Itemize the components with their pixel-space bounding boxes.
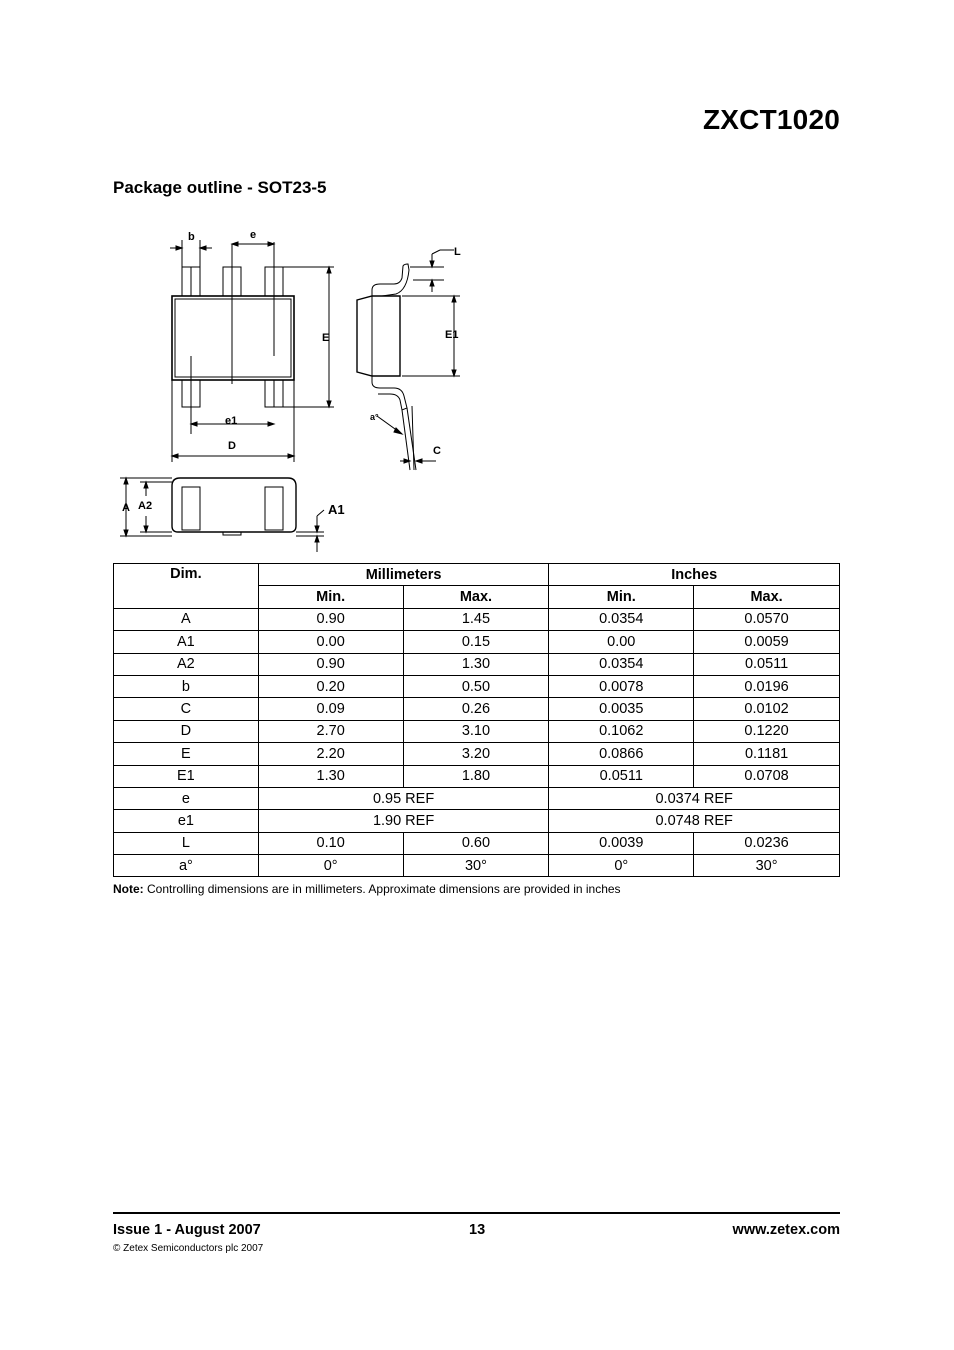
cell-dim: e (114, 787, 259, 809)
part-number: ZXCT1020 (703, 104, 840, 135)
cell-mm-max: 1.30 (403, 653, 549, 675)
cell-mm-max: 3.10 (403, 720, 549, 742)
label-D: D (228, 440, 236, 452)
label-E1: E1 (445, 329, 459, 341)
cell-in-max: 0.0236 (694, 832, 840, 854)
package-outline-drawing (110, 220, 480, 560)
cell-mm-min: 2.70 (258, 720, 403, 742)
label-e1: e1 (225, 415, 238, 427)
table-row (114, 810, 840, 832)
cell-dim: A1 (114, 631, 259, 653)
cell-dim: e1 (114, 810, 259, 832)
header-mm-max: Max. (403, 586, 549, 608)
side-view (357, 250, 460, 470)
cell-mm-max: 0.26 (403, 698, 549, 720)
cell-in-min: 0.0354 (549, 608, 694, 630)
cell-dim: a° (114, 855, 259, 877)
header-in-min: Min. (549, 586, 694, 608)
cell-mm-min: 0.00 (258, 631, 403, 653)
table-row (114, 787, 840, 809)
cell-mm-ref: 0.95 REF (258, 787, 549, 809)
cell-in-min: 0.00 (549, 631, 694, 653)
label-E: E (322, 332, 330, 344)
cell-mm-min: 2.20 (258, 743, 403, 765)
cell-in-max: 0.0570 (694, 608, 840, 630)
cell-mm-max: 30° (403, 855, 549, 877)
label-A: A (122, 502, 130, 514)
table-row (114, 653, 840, 675)
end-view (120, 478, 324, 552)
header-inches: Inches (549, 564, 840, 586)
label-e: e (250, 229, 257, 241)
footer-divider (113, 1212, 840, 1214)
cell-in-max: 0.1220 (694, 720, 840, 742)
cell-in-min: 0.0035 (549, 698, 694, 720)
header-dim: Dim. (114, 564, 259, 609)
cell-dim: A2 (114, 653, 259, 675)
label-a: a° (370, 412, 379, 422)
label-A1: A1 (328, 502, 345, 517)
cell-mm-min: 0.20 (258, 675, 403, 697)
cell-mm-min: 0.90 (258, 608, 403, 630)
cell-mm-min: 1.30 (258, 765, 403, 787)
cell-dim: L (114, 832, 259, 854)
cell-in-min: 0.0354 (549, 653, 694, 675)
header-millimeters: Millimeters (258, 564, 549, 586)
label-L: L (454, 246, 461, 258)
dimensions-table (113, 563, 840, 877)
table-row (114, 832, 840, 854)
section-title: Package outline - SOT23-5 (113, 178, 327, 197)
cell-mm-ref: 1.90 REF (258, 810, 549, 832)
table-row (114, 608, 840, 630)
cell-in-max: 0.0059 (694, 631, 840, 653)
label-C: C (433, 445, 441, 457)
table-row (114, 765, 840, 787)
cell-mm-min: 0° (258, 855, 403, 877)
cell-in-max: 0.0196 (694, 675, 840, 697)
cell-dim: A (114, 608, 259, 630)
cell-in-max: 30° (694, 855, 840, 877)
cell-dim: E1 (114, 765, 259, 787)
cell-mm-max: 0.60 (403, 832, 549, 854)
top-view (170, 240, 334, 462)
cell-dim: C (114, 698, 259, 720)
table-row (114, 675, 840, 697)
header-in-max: Max. (694, 586, 840, 608)
cell-in-min: 0.0039 (549, 832, 694, 854)
cell-in-min: 0.0511 (549, 765, 694, 787)
cell-in-max: 0.0511 (694, 653, 840, 675)
cell-in-min: 0.0078 (549, 675, 694, 697)
cell-in-max: 0.0708 (694, 765, 840, 787)
cell-in-max: 0.0102 (694, 698, 840, 720)
cell-in-min: 0.0866 (549, 743, 694, 765)
cell-mm-max: 0.15 (403, 631, 549, 653)
note-label: Note: (113, 882, 144, 896)
table-row (114, 743, 840, 765)
cell-mm-max: 1.80 (403, 765, 549, 787)
table-note (113, 882, 621, 896)
footer-issue: Issue 1 - August 2007 (113, 1222, 261, 1238)
cell-in-ref: 0.0748 REF (549, 810, 840, 832)
cell-dim: D (114, 720, 259, 742)
cell-mm-max: 1.45 (403, 608, 549, 630)
label-A2: A2 (138, 500, 153, 512)
footer-page-number: 13 (469, 1222, 486, 1238)
table-row (114, 698, 840, 720)
cell-mm-min: 0.09 (258, 698, 403, 720)
cell-mm-min: 0.10 (258, 832, 403, 854)
cell-mm-min: 0.90 (258, 653, 403, 675)
table-row (114, 720, 840, 742)
cell-dim: b (114, 675, 259, 697)
footer-website-link[interactable]: www.zetex.com (732, 1222, 840, 1238)
note-text: Controlling dimensions are in millimeters. Approximate dimensions are provided in inches (143, 882, 621, 896)
cell-mm-max: 0.50 (403, 675, 549, 697)
cell-mm-max: 3.20 (403, 743, 549, 765)
footer-copyright: © Zetex Semiconductors plc 2007 (113, 1243, 264, 1254)
header-mm-min: Min. (258, 586, 403, 608)
table-row (114, 631, 840, 653)
label-b: b (188, 231, 195, 243)
cell-dim: E (114, 743, 259, 765)
cell-in-max: 0.1181 (694, 743, 840, 765)
table-row (114, 855, 840, 877)
cell-in-min: 0.1062 (549, 720, 694, 742)
cell-in-ref: 0.0374 REF (549, 787, 840, 809)
cell-in-min: 0° (549, 855, 694, 877)
